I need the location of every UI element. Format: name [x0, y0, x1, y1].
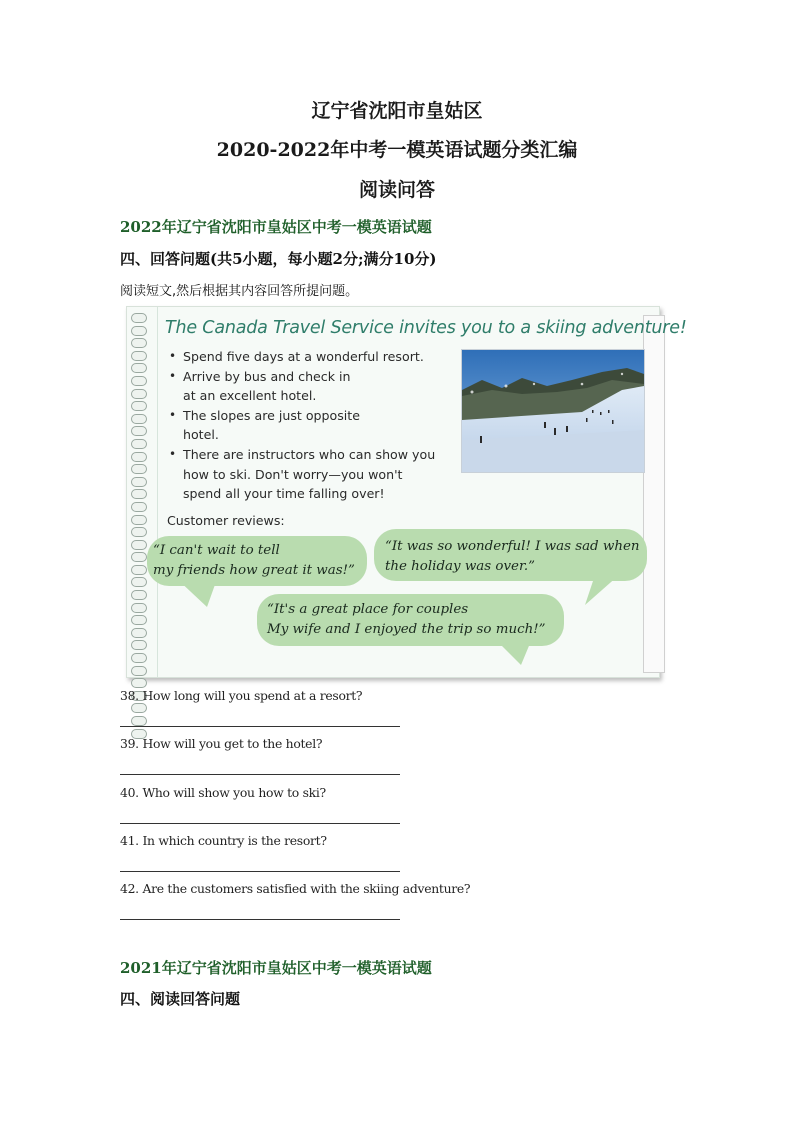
review-text-1: “I can't wait to tell my friends how great it was!”	[153, 543, 355, 578]
spiral-ring	[131, 716, 147, 726]
part-heading-2021: 四、阅读回答问题	[120, 990, 241, 1008]
review-bubble-1-tail	[175, 577, 217, 607]
advert-bullet-line: at an excellent hotel.	[183, 388, 317, 404]
bullet-dot: •	[169, 368, 177, 383]
skiing-advert-figure	[126, 306, 687, 678]
advert-headline: The Canada Travel Service invites you to a skiing adventure!	[165, 318, 687, 338]
spiral-ring	[131, 678, 147, 688]
review-text-2: “It was so wonderful! I was sad when the holiday was over.”	[385, 539, 640, 574]
question-40: 40. Who will show you how to ski?	[120, 785, 326, 800]
section-heading-2021: 2021年辽宁省沈阳市皇姑区中考一模英语试题	[120, 959, 432, 977]
question-41: 41. In which country is the resort?	[120, 833, 327, 848]
spiral-ring	[131, 703, 147, 713]
section-heading-2022: 2022年辽宁省沈阳市皇姑区中考一模英语试题	[120, 218, 432, 236]
advert-bullet-line: Arrive by bus and check in	[183, 368, 351, 384]
advert-bullet-line: how to ski. Don't worry—you won't	[183, 466, 403, 482]
review-text-3: “It's a great place for couples My wife and I enjoyed the trip so much!”	[267, 602, 546, 637]
question-39: 39. How will you get to the hotel?	[120, 736, 323, 751]
answer-line-38[interactable]	[120, 726, 400, 727]
advert-bullet-line: The slopes are just opposite	[183, 407, 360, 423]
question-42: 42. Are the customers satisfied with the skiing adventure?	[120, 881, 471, 896]
advert-bullet-line: spend all your time falling over!	[183, 486, 385, 502]
part-heading-2022: 四、回答问题(共5小题，每小题2分;满分10分)	[120, 250, 437, 268]
document-title-region: 辽宁省沈阳市皇姑区	[311, 100, 483, 122]
answer-line-40[interactable]	[120, 823, 400, 824]
question-38: 38. How long will you spend at a resort?	[120, 688, 363, 703]
bullet-dot: •	[169, 407, 177, 422]
answer-line-39[interactable]	[120, 774, 400, 775]
instruction-text: 阅读短文,然后根据其内容回答所提问题。	[120, 284, 359, 299]
answer-line-42[interactable]	[120, 919, 400, 920]
review-bubble-3-tail	[497, 641, 531, 665]
bullet-dot: •	[169, 349, 177, 363]
bullet-dot: •	[169, 446, 177, 461]
customer-reviews-label: Customer reviews:	[167, 513, 285, 528]
advert-bullet-line: Spend five days at a wonderful resort.	[183, 349, 424, 364]
answer-line-41[interactable]	[120, 871, 400, 872]
advert-bullet-line: hotel.	[183, 427, 219, 443]
document-title-collection: 2020-2022年中考一模英语试题分类汇编	[216, 139, 578, 161]
advert-bullet-line: There are instructors who can show you	[183, 446, 436, 462]
document-title-topic: 阅读问答	[358, 179, 435, 201]
